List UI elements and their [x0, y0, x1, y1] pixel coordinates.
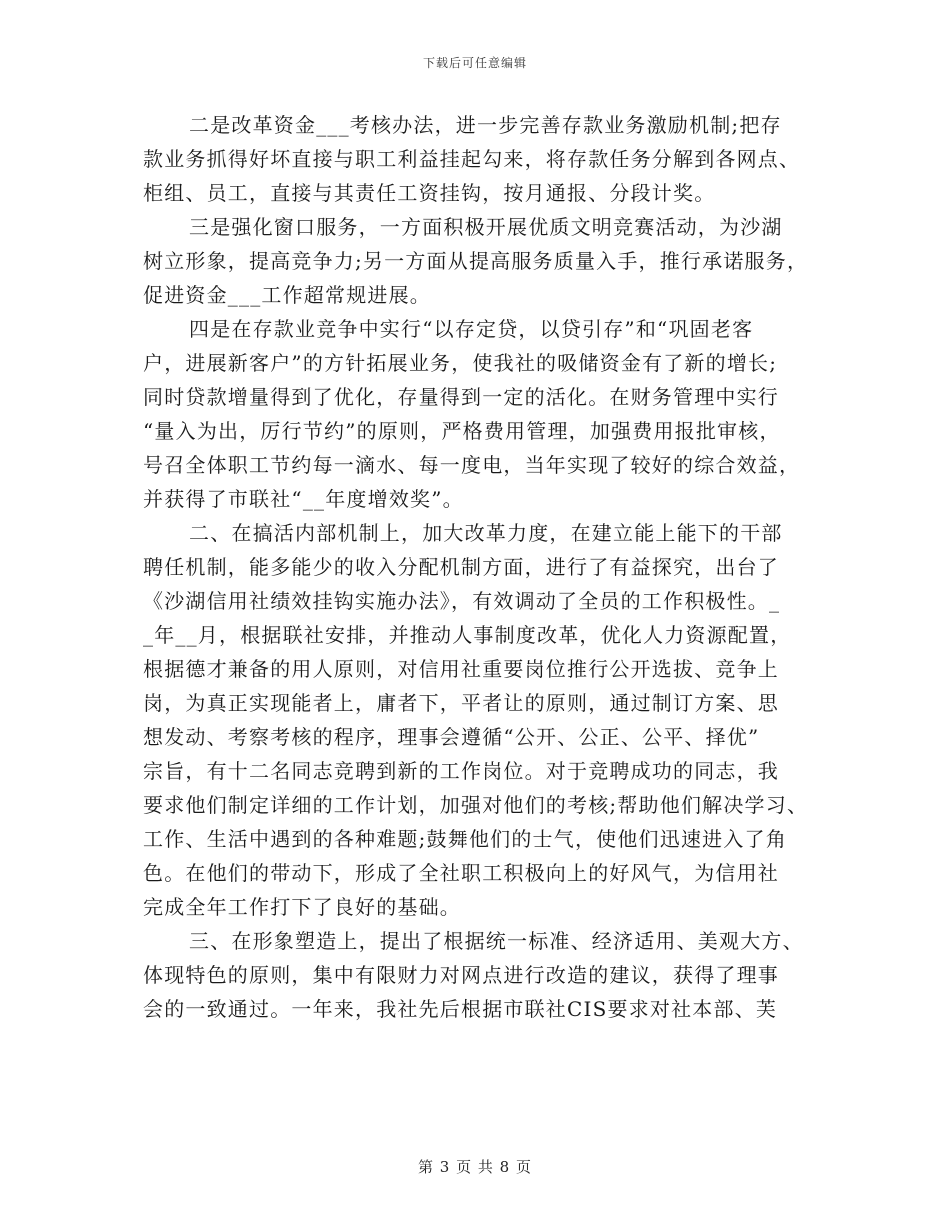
paragraph-first-line: 四是在存款业竞争中实行“以存定贷，以贷引存”和“巩固老客: [189, 317, 754, 341]
text-line: 完成全年工作打下了良好的基础。: [143, 895, 461, 919]
text-line: 款业务抓得好坏直接与职工利益挂起勾来，将存款任务分解到各网点、: [143, 147, 801, 171]
text-line: 色。在他们的带动下，形成了全社职工积极向上的好风气，为信用社: [143, 861, 779, 885]
page-header: 下载后可任意编辑: [422, 56, 527, 70]
text-line: 号召全体职工节约每一滴水、每一度电，当年实现了较好的综合效益，: [143, 453, 801, 477]
text-line: 想发动、考察考核的程序，理事会遵循“公开、公正、公平、择优”: [143, 725, 760, 749]
text-line: 聘任机制，能多能少的收入分配机制方面，进行了有益探究，出台了: [143, 555, 779, 579]
text-line: 会的一致通过。一年来，我社先后根据市联社CIS要求对社本部、芙: [143, 997, 778, 1021]
text-line: 户，进展新客户”的方针拓展业务，使我社的吸储资金有了新的增长;: [143, 351, 778, 375]
text-line: 《沙湖信用社绩效挂钩实施办法》，有效调动了全员的工作积极性。_: [143, 589, 781, 613]
text-line: 树立形象，提高竞争力;另一方面从提高服务质量入手，推行承诺服务，: [143, 249, 809, 273]
text-line: 促进资金___工作超常规进展。: [143, 283, 431, 307]
text-line: 并获得了市联社“__年度增效奖”。: [143, 487, 464, 511]
text-line: _年__月，根据联社安排，并推动人事制度改革，优化人力资源配置，: [143, 623, 792, 647]
document-body: [143, 108, 811, 1026]
text-line: 岗，为真正实现能者上，庸者下，平者让的原则，通过制订方案、思: [143, 691, 779, 715]
paragraph-first-line: 二是改革资金___考核办法，进一步完善存款业务激励机制;把存: [189, 113, 782, 137]
text-line: 宗旨，有十二名同志竞聘到新的工作岗位。对于竞聘成功的同志，我: [143, 759, 779, 783]
paragraph-first-line: 三、在形象塑造上，提出了根据统一标准、经济适用、美观大方、: [189, 929, 804, 953]
paragraph-first-line: 三是强化窗口服务，一方面积极开展优质文明竞赛活动，为沙湖: [189, 215, 783, 239]
paragraph-first-line: 二、在搞活内部机制上，加大改革力度，在建立能上能下的干部: [189, 521, 783, 545]
text-line: 工作、生活中遇到的各种难题;鼓舞他们的士气，使他们迅速进入了角: [143, 827, 787, 851]
text-line: 要求他们制定详细的工作计划，加强对他们的考核;帮助他们解决学习、: [143, 793, 809, 817]
text-line: 根据德才兼备的用人原则，对信用社重要岗位推行公开选拔、竞争上: [143, 657, 779, 681]
text-line: “量入为出，厉行节约”的原则，严格费用管理，加强费用报批审核，: [143, 419, 781, 443]
text-line: 柜组、员工，直接与其责任工资挂钩，按月通报、分段计奖。: [143, 181, 716, 205]
text-line: 同时贷款增量得到了优化，存量得到一定的活化。在财务管理中实行: [143, 385, 779, 409]
page-footer: 第 3 页 共 8 页: [418, 1158, 532, 1176]
text-line: 体现特色的原则，集中有限财力对网点进行改造的建议，获得了理事: [143, 963, 779, 987]
